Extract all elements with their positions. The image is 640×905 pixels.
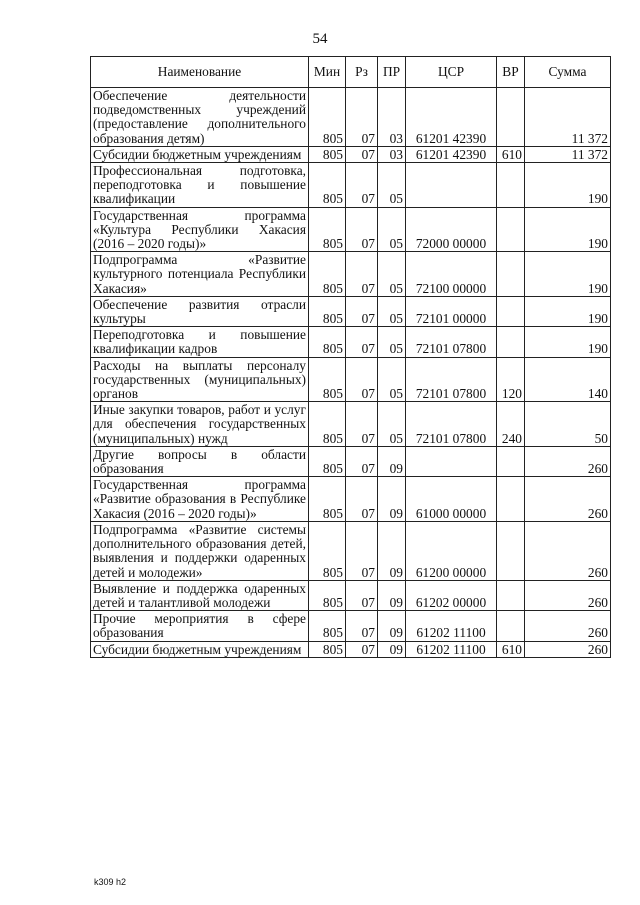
- cell-sum: 260: [525, 477, 611, 522]
- cell-min: 805: [309, 477, 346, 522]
- cell-name: Обеспечение деятельности подведомственных учреждений (предоставление дополнительного образования детям): [91, 88, 309, 147]
- cell-sum: 260: [525, 641, 611, 657]
- cell-pr: 05: [378, 207, 406, 252]
- header-pr: ПР: [378, 57, 406, 88]
- cell-min: 805: [309, 580, 346, 610]
- cell-pr: 03: [378, 146, 406, 162]
- table-row: [91, 611, 611, 641]
- cell-rz: 07: [346, 88, 378, 147]
- cell-vr: [497, 580, 525, 610]
- cell-vr: 240: [497, 402, 525, 447]
- cell-vr: [497, 521, 525, 580]
- cell-csr: [406, 163, 497, 208]
- cell-min: 805: [309, 88, 346, 147]
- cell-min: 805: [309, 611, 346, 641]
- cell-sum: 260: [525, 521, 611, 580]
- cell-rz: 07: [346, 357, 378, 402]
- cell-pr: 05: [378, 327, 406, 357]
- cell-name: Расходы на выплаты персоналу государственных (муниципальных) органов: [91, 357, 309, 402]
- header-sum: Сумма: [525, 57, 611, 88]
- cell-sum: 260: [525, 580, 611, 610]
- cell-min: 805: [309, 521, 346, 580]
- cell-rz: 07: [346, 207, 378, 252]
- cell-csr: 72100 00000: [406, 252, 497, 297]
- table-row: [91, 88, 611, 147]
- cell-sum: 190: [525, 207, 611, 252]
- table-row: [91, 207, 611, 252]
- cell-csr: 61202 11100: [406, 641, 497, 657]
- cell-pr: 05: [378, 402, 406, 447]
- cell-vr: [497, 611, 525, 641]
- cell-pr: 05: [378, 296, 406, 326]
- cell-csr: 61202 00000: [406, 580, 497, 610]
- cell-rz: 07: [346, 252, 378, 297]
- cell-name: Государственная программа «Культура Республики Хакасия (2016 – 2020 годы)»: [91, 207, 309, 252]
- cell-csr: 72000 00000: [406, 207, 497, 252]
- cell-sum: 260: [525, 611, 611, 641]
- table-row: [91, 580, 611, 610]
- cell-csr: 61000 00000: [406, 477, 497, 522]
- table-header-row: [91, 57, 611, 88]
- cell-csr: [406, 446, 497, 476]
- cell-min: 805: [309, 296, 346, 326]
- cell-rz: 07: [346, 477, 378, 522]
- cell-pr: 03: [378, 88, 406, 147]
- cell-name: Профессиональная подготовка, переподготовка и повышение квалификации: [91, 163, 309, 208]
- cell-vr: [497, 446, 525, 476]
- cell-name: Иные закупки товаров, работ и услуг для обеспечения государственных (муниципальных) нужд: [91, 402, 309, 447]
- cell-name: Субсидии бюджетным учреждениям: [91, 641, 309, 657]
- footer-code: k309 h2: [94, 877, 127, 887]
- cell-sum: 11 372: [525, 146, 611, 162]
- table-row: [91, 641, 611, 657]
- cell-vr: [497, 296, 525, 326]
- cell-name: Переподготовка и повышение квалификации кадров: [91, 327, 309, 357]
- cell-min: 805: [309, 402, 346, 447]
- table-row: [91, 327, 611, 357]
- cell-name: Подпрограмма «Развитие системы дополнительного образования детей, выявления и поддержки одаренных детей и молодежи»: [91, 521, 309, 580]
- cell-csr: 72101 07800: [406, 327, 497, 357]
- cell-sum: 190: [525, 327, 611, 357]
- cell-rz: 07: [346, 296, 378, 326]
- cell-rz: 07: [346, 611, 378, 641]
- header-name: Наименование: [91, 57, 309, 88]
- header-vr: ВР: [497, 57, 525, 88]
- cell-vr: 610: [497, 146, 525, 162]
- cell-pr: 05: [378, 163, 406, 208]
- cell-min: 805: [309, 327, 346, 357]
- cell-vr: [497, 163, 525, 208]
- cell-rz: 07: [346, 146, 378, 162]
- cell-name: Другие вопросы в области образования: [91, 446, 309, 476]
- table-row: [91, 521, 611, 580]
- cell-sum: 11 372: [525, 88, 611, 147]
- cell-sum: 190: [525, 252, 611, 297]
- cell-pr: 05: [378, 357, 406, 402]
- table-row: [91, 402, 611, 447]
- table-row: [91, 357, 611, 402]
- cell-pr: 09: [378, 611, 406, 641]
- cell-vr: [497, 88, 525, 147]
- cell-name: Государственная программа «Развитие образования в Республике Хакасия (2016 – 2020 годы)»: [91, 477, 309, 522]
- cell-vr: [497, 477, 525, 522]
- cell-vr: [497, 252, 525, 297]
- cell-csr: 61201 42390: [406, 146, 497, 162]
- cell-min: 805: [309, 252, 346, 297]
- cell-csr: 61201 42390: [406, 88, 497, 147]
- table-row: [91, 146, 611, 162]
- page-number: 54: [312, 31, 328, 47]
- cell-pr: 09: [378, 580, 406, 610]
- cell-name: Подпрограмма «Развитие культурного потенциала Республики Хакасия»: [91, 252, 309, 297]
- cell-vr: 610: [497, 641, 525, 657]
- table-row: [91, 477, 611, 522]
- cell-sum: 190: [525, 163, 611, 208]
- cell-csr: 72101 07800: [406, 402, 497, 447]
- cell-vr: 120: [497, 357, 525, 402]
- cell-min: 805: [309, 163, 346, 208]
- table-row: [91, 252, 611, 297]
- cell-min: 805: [309, 146, 346, 162]
- cell-pr: 05: [378, 252, 406, 297]
- header-rz: Рз: [346, 57, 378, 88]
- cell-rz: 07: [346, 402, 378, 447]
- cell-name: Субсидии бюджетным учреждениям: [91, 146, 309, 162]
- cell-vr: [497, 327, 525, 357]
- cell-csr: 72101 00000: [406, 296, 497, 326]
- budget-table: [90, 56, 611, 658]
- cell-sum: 260: [525, 446, 611, 476]
- cell-min: 805: [309, 357, 346, 402]
- cell-pr: 09: [378, 521, 406, 580]
- cell-csr: 61202 11100: [406, 611, 497, 641]
- cell-min: 805: [309, 207, 346, 252]
- cell-sum: 140: [525, 357, 611, 402]
- cell-name: Прочие мероприятия в сфере образования: [91, 611, 309, 641]
- cell-vr: [497, 207, 525, 252]
- table-row: [91, 296, 611, 326]
- cell-rz: 07: [346, 163, 378, 208]
- cell-pr: 09: [378, 477, 406, 522]
- cell-pr: 09: [378, 641, 406, 657]
- cell-rz: 07: [346, 521, 378, 580]
- cell-name: Выявление и поддержка одаренных детей и талантливой молодежи: [91, 580, 309, 610]
- cell-sum: 190: [525, 296, 611, 326]
- cell-pr: 09: [378, 446, 406, 476]
- cell-rz: 07: [346, 641, 378, 657]
- header-min: Мин: [309, 57, 346, 88]
- cell-name: Обеспечение развития отрасли культуры: [91, 296, 309, 326]
- cell-rz: 07: [346, 446, 378, 476]
- cell-min: 805: [309, 446, 346, 476]
- cell-csr: 72101 07800: [406, 357, 497, 402]
- cell-min: 805: [309, 641, 346, 657]
- table-row: [91, 163, 611, 208]
- cell-sum: 50: [525, 402, 611, 447]
- header-csr: ЦСР: [406, 57, 497, 88]
- cell-rz: 07: [346, 580, 378, 610]
- cell-csr: 61200 00000: [406, 521, 497, 580]
- table-row: [91, 446, 611, 476]
- cell-rz: 07: [346, 327, 378, 357]
